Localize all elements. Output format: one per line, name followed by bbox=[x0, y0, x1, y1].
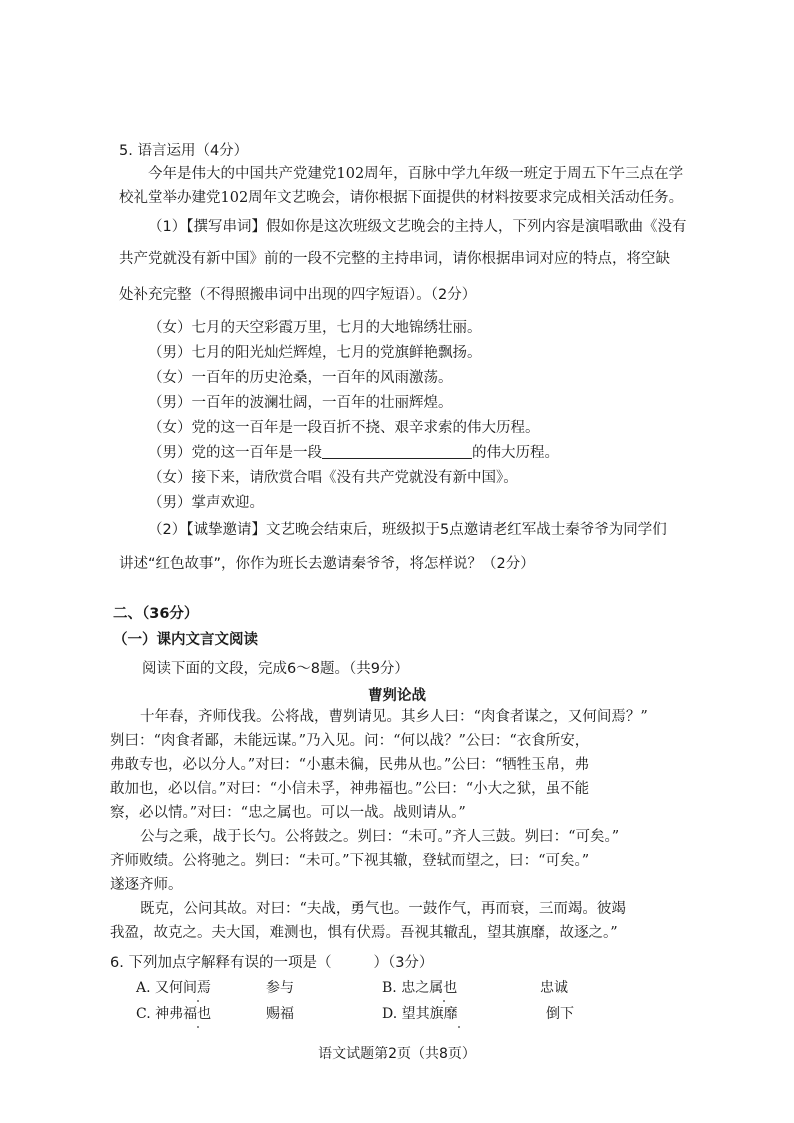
q6-option-gloss: 忠诚 bbox=[540, 980, 568, 996]
q6-option-gloss: 参与 bbox=[266, 980, 294, 996]
emphasis-dot bbox=[197, 1026, 199, 1028]
emphasis-dot bbox=[443, 1000, 445, 1002]
script-blank-line bbox=[148, 443, 559, 463]
script-line: （女）党的这一百年是一段百折不挠、艰辛求索的伟大历程。 bbox=[148, 420, 540, 436]
q5-part1-line-1: （1）【撰写串词】假如你是这次班级文艺晚会的主持人，下列内容是演唱歌曲《没有 bbox=[148, 219, 687, 235]
q6-option-gloss: 倒下 bbox=[546, 1006, 574, 1022]
q5-part2-line-2: 讲述“红色故事”，你作为班长去邀请秦爷爷，将怎样说？（2分） bbox=[119, 556, 535, 572]
passage-line: 察，必以情。”对曰：“忠之属也。可以一战。战则请从。” bbox=[110, 805, 466, 821]
q6-stem bbox=[110, 953, 433, 973]
emphasis-dot bbox=[197, 1000, 199, 1002]
passage-line: 遂逐齐师。 bbox=[110, 877, 183, 893]
q6-option-label: D. 望其旗靡 bbox=[382, 1006, 458, 1022]
script-blank-before: （男）党的这一百年是一段 bbox=[148, 445, 322, 461]
page-footer: 语文试题第2页（共8页） bbox=[318, 1046, 476, 1062]
q6-option-label: C. 神弗福也 bbox=[136, 1006, 212, 1022]
q5-part2-line-1: （2）【诚挚邀请】文艺晚会结束后，班级拟于5点邀请老红军战士秦爷爷为同学们 bbox=[148, 522, 667, 538]
passage-line: 我盈，故克之。夫大国，难测也，惧有伏焉。吾视其辙乱，望其旗靡，故逐之。” bbox=[110, 925, 618, 941]
script-blank-after: 的伟大历程。 bbox=[472, 445, 559, 461]
q5-heading: 5. 语言运用（4分） bbox=[119, 143, 249, 159]
section2-subheading: （一）课内文言文阅读 bbox=[113, 632, 258, 648]
script-line: （女）一百年的历史沧桑，一百年的风雨激荡。 bbox=[148, 370, 453, 386]
passage-line: 刿曰：“肉食者鄙，未能远谋。”乃入见。问：“何以战？”公曰：“衣食所安， bbox=[110, 733, 590, 749]
passage-line: 公与之乘，战于长勺。公将鼓之。刿曰：“未可。”齐人三鼓。刿曰：“可矣。” bbox=[140, 829, 620, 845]
script-line: （女）接下来，请欣赏合唱《没有共产党就没有新中国》。 bbox=[148, 470, 518, 486]
passage-title: 曹刿论战 bbox=[368, 687, 426, 704]
q6-stem-before: 6. 下列加点字解释有误的一项是（ bbox=[110, 955, 332, 971]
passage-line: 弗敢专也，必以分人。”对曰：“小惠未徧，民弗从也。”公曰：“牺牲玉帛，弗 bbox=[110, 757, 590, 773]
q5-part1-line-3: 处补充完整（不得照搬串词中出现的四字短语）。（2分） bbox=[119, 287, 477, 303]
q6-stem-after: ）（3分） bbox=[373, 955, 434, 971]
script-line: （男）一百年的波澜壮阔，一百年的壮丽辉煌。 bbox=[148, 395, 453, 411]
q5-part1-line-2: 共产党就没有新中国》前的一段不完整的主持串词，请你根据串词对应的特点，将空缺 bbox=[119, 251, 670, 267]
answer-blank[interactable] bbox=[322, 444, 472, 459]
section2-heading: 二、（36分） bbox=[113, 606, 199, 622]
passage-line: 既克，公问其故。对曰：“夫战，勇气也。一鼓作气，再而衰，三而竭。彼竭 bbox=[140, 901, 626, 917]
reading-instruction: 阅读下面的文段，完成6～8题。（共9分） bbox=[142, 661, 409, 677]
script-line: （男）掌声欢迎。 bbox=[148, 495, 264, 511]
script-line: （女）七月的天空彩霞万里，七月的大地锦绣壮丽。 bbox=[148, 320, 482, 336]
q6-option-label: A. 又何间焉 bbox=[136, 980, 212, 996]
q6-option-label: B. 忠之属也 bbox=[382, 980, 458, 996]
q6-option-gloss: 赐福 bbox=[266, 1006, 294, 1022]
passage-line: 齐师败绩。公将驰之。刿曰：“未可。”下视其辙，登轼而望之，曰：“可矣。” bbox=[110, 853, 590, 869]
passage-line: 敢加也，必以信。”对曰：“小信未孚，神弗福也。”公曰：“小大之狱，虽不能 bbox=[110, 781, 590, 797]
q5-intro-line-1: 今年是伟大的中国共产党建党102周年，百脉中学九年级一班定于周五下午三点在学 bbox=[148, 166, 684, 182]
script-line: （男）七月的阳光灿烂辉煌，七月的党旗鲜艳飘扬。 bbox=[148, 345, 482, 361]
passage-line: 十年春，齐师伐我。公将战，曹刿请见。其乡人曰：“肉食者谋之，又何间焉？” bbox=[140, 709, 648, 725]
q5-intro-line-2: 校礼堂举办建党102周年文艺晚会，请你根据下面提供的材料按要求完成相关活动任务。 bbox=[119, 190, 684, 206]
emphasis-dot bbox=[458, 1026, 460, 1028]
